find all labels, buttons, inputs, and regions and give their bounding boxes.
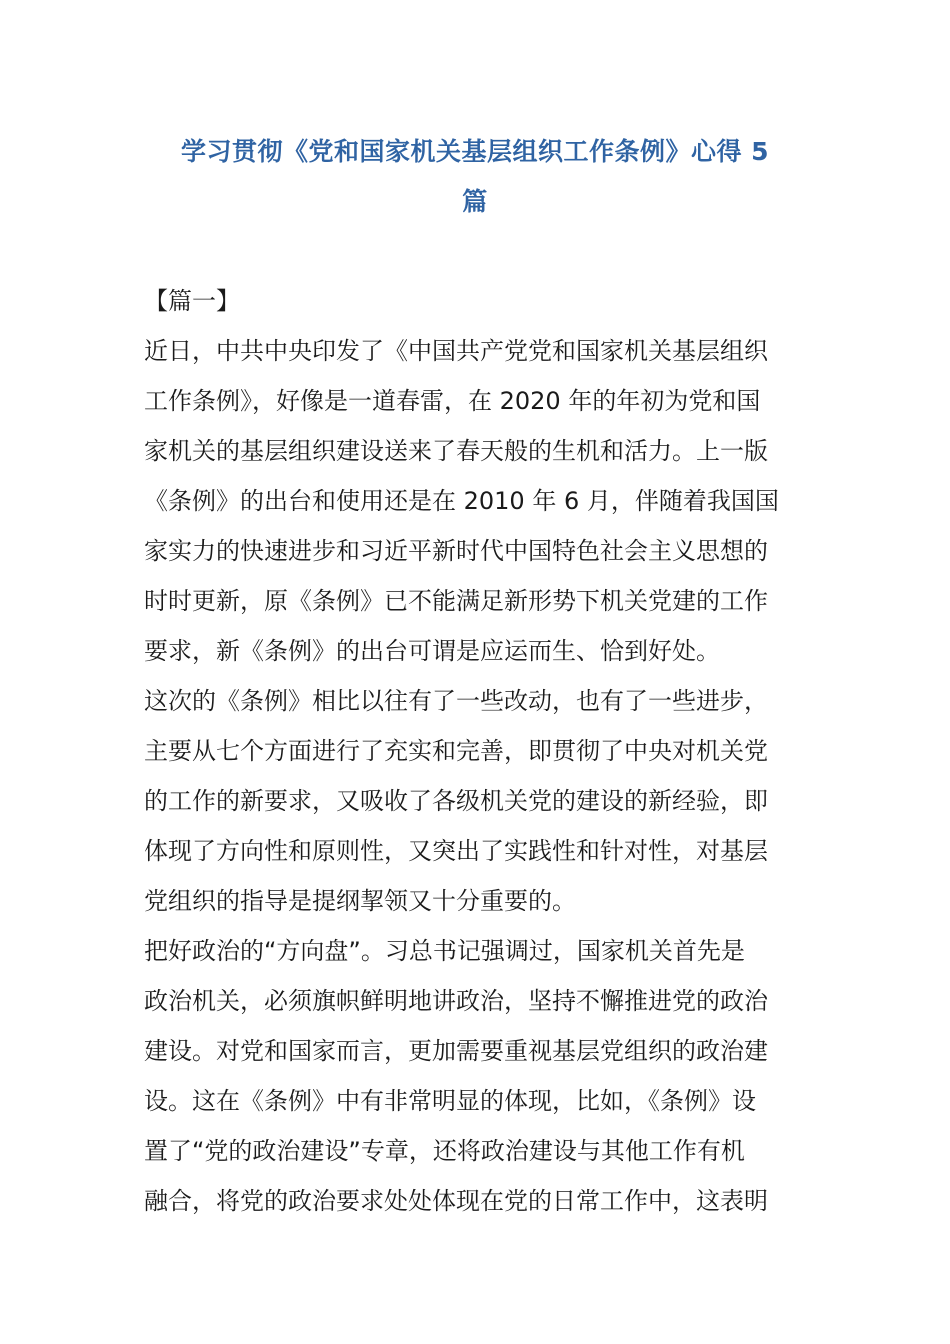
body-line: 主要从七个方面进行了充实和完善，即贯彻了中央对机关党	[144, 737, 768, 765]
body-line: 时时更新，原《条例》已不能满足新形势下机关党建的工作	[144, 587, 768, 615]
body-line: 把好政治的“方向盘”。习总书记强调过，国家机关首先是	[144, 937, 745, 965]
title-line-1: 学习贯彻《党和国家机关基层组织工作条例》心得 5	[180, 137, 770, 166]
body-line: 置了“党的政治建设”专章，还将政治建设与其他工作有机	[144, 1137, 745, 1165]
body-line: 融合，将党的政治要求处处体现在党的日常工作中，这表明	[144, 1187, 768, 1215]
body-line: 政治机关，必须旗帜鲜明地讲政治，坚持不懈推进党的政治	[144, 987, 768, 1015]
body-line: 体现了方向性和原则性，又突出了实践性和针对性，对基层	[144, 837, 768, 865]
body-line: 的工作的新要求，又吸收了各级机关党的建设的新经验，即	[144, 787, 768, 815]
body-line: 党组织的指导是提纲挈领又十分重要的。	[144, 887, 576, 915]
body-line: 建设。对党和国家而言，更加需要重视基层党组织的政治建	[144, 1037, 768, 1065]
body-line: 工作条例》，好像是一道春雷，在 2020 年的年初为党和国	[144, 387, 761, 415]
document-title	[140, 127, 810, 227]
body-line: 要求，新《条例》的出台可谓是应运而生、恰到好处。	[144, 637, 720, 665]
document-body	[144, 276, 814, 1226]
title-line-2: 篇	[462, 187, 488, 216]
section-heading: 【篇一】	[144, 287, 240, 315]
body-line: 近日，中共中央印发了《中国共产党党和国家机关基层组织	[144, 337, 768, 365]
body-line: 《条例》的出台和使用还是在 2010 年 6 月，伴随着我国国	[144, 487, 779, 515]
body-line: 家机关的基层组织建设送来了春天般的生机和活力。上一版	[144, 437, 768, 465]
body-line: 家实力的快速进步和习近平新时代中国特色社会主义思想的	[144, 537, 768, 565]
body-line: 设。这在《条例》中有非常明显的体现，比如，《条例》设	[144, 1087, 756, 1115]
body-line: 这次的《条例》相比以往有了一些改动，也有了一些进步，	[144, 687, 768, 715]
